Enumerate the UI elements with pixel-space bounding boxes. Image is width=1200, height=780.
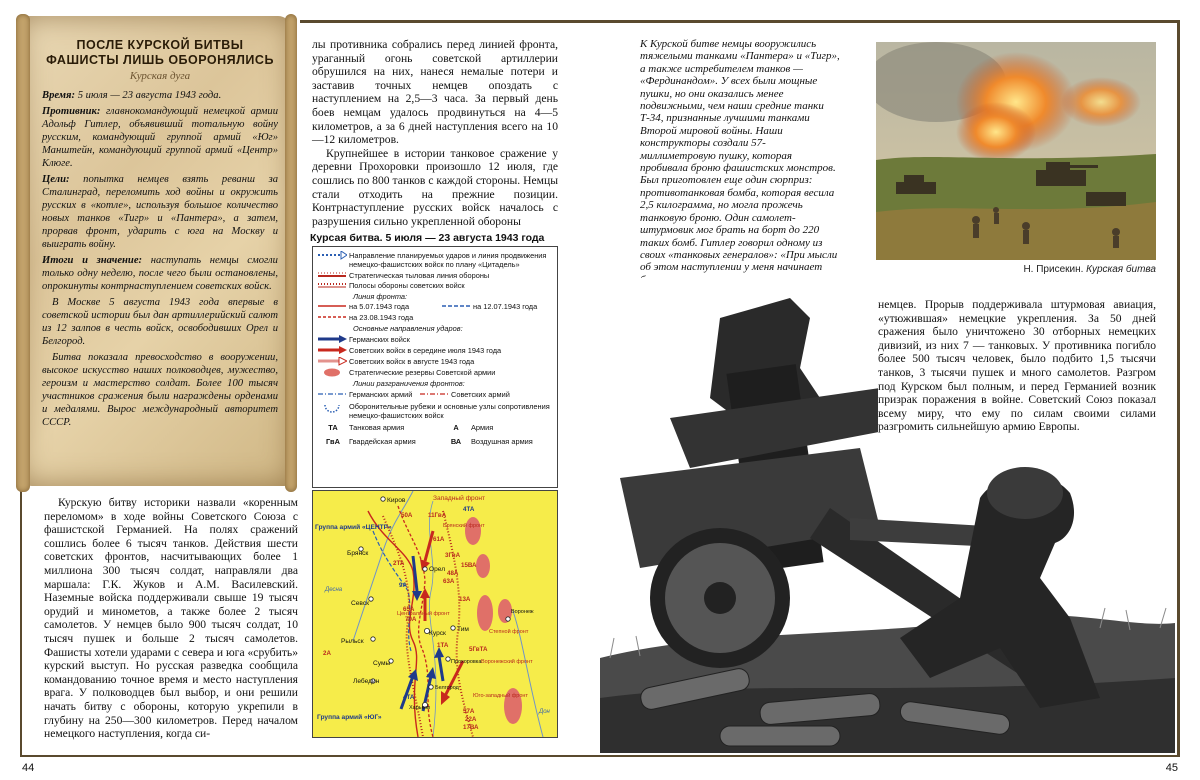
label-kirov: Киров [387, 497, 406, 504]
legend-strategic-rear: Стратегическая тыловая линия обороны [317, 271, 553, 280]
opponent-text: главнокомандующий немецкой армии Адольф Гитлер, объявивший тотальную войну русским, командующий группой армий «Юг» Манштейн, командующий группой армий «Центр» Клюге. [42, 106, 278, 169]
legend-defensive-lines: Оборонительные рубежи и основные узлы сопротивления немецко-фашистских войск [317, 402, 553, 420]
parchment-sidebar [20, 16, 292, 486]
column2-paragraph-1: лы противника собрались перед линией фронта, ураганный огонь советской артиллерии обрушился на них, нанеся немалые потери и заставив точных немцев опоздать с наступлением на 2,5—3 часа. За первый день боев немцам удалось продвинуться на 4—5 километров, а за 6 дней наступления всего на 10—12 километров. [312, 38, 558, 147]
svg-text:13А: 13А [459, 596, 471, 603]
label-prokhorovka: Прохоровка [451, 659, 482, 665]
kursk-map [312, 490, 558, 738]
label-sumy: Сумы [373, 660, 391, 667]
painting-caption [876, 264, 1156, 275]
column4-paragraph: немцев. Прорыв поддерживала штурмовая авиация, «утюжившая» немецкие укрепления. За 50 дней сражения было уничтожено 30 отборных немецких дивизий, из них 7 — танковых. У противника погибло более 500 тысяч человек, было подбито 1,5 тысячи танков, 3 тысячи пушек и много самолетов. Разгром под Курском был полным, и перед Германией возник призрак поражения в войне. Советский Союз показал всему миру, что ему по силам своими силами разгромить сильнейшую армию Европы. [878, 298, 1156, 434]
defense-strip-icon [317, 281, 347, 290]
sidebar-subtitle: Курская дуга [129, 70, 191, 82]
sidebar-results [42, 254, 278, 293]
legend-line-0507: на 5.07.1943 года на 12.07.1943 года [317, 302, 553, 311]
goals-label: Цели: [42, 174, 70, 185]
label-belgorod: Белгород [435, 685, 459, 691]
label-bryansk-front: Брянский фронт [443, 523, 485, 529]
bottom-border-line [20, 755, 1180, 757]
planned-arrow-icon [317, 251, 347, 260]
front-1207-icon [441, 302, 471, 311]
column1-paragraph: Курскую битву историки назвали «коренным переломом» в ходе войны Советского Союза с фашистской Германией. На полях сражений сошлись более 6 тысяч танков. Действия шести советских фронтов, насчитывающих более 1 миллиона 300 тысяч солдат, направляли два маршала: Г.К. Жуков и А.М. Василевский. Наземные войска поддерживали свыше 19 тысяч орудий и минометов, а также более 2 тысяч самолетов. У немцев было 900 тысяч солдат, 10 тысяч пушек и больше 2 тысяч самолетов. Фашисты хотели ударами с севера и юга «срубить» курский выступ. Но русская разведка сообщила командованию точное время и место наступления врага. У полководцев был выбор, и они решили начать битву с обороны, которую укрепили в глубину на 250—300 километров. Перед началом немецкого наступления, когда си- [44, 496, 298, 741]
svg-text:1ТА: 1ТА [437, 642, 449, 649]
map-title: Курсая битва. 5 июля — 23 августа 1943 года [310, 232, 545, 244]
caption-title: Курская битва [1086, 264, 1156, 275]
label-kursk: Курск [429, 630, 446, 637]
time-text: 5 июля — 23 августа 1943 года. [77, 90, 222, 101]
page-number-right: 45 [1165, 762, 1178, 774]
svg-text:2ТА: 2ТА [393, 560, 405, 567]
svg-text:65А: 65А [403, 606, 415, 613]
painting-image [876, 42, 1156, 260]
legend-line-2308: на 23.08.1943 года [317, 313, 553, 322]
label-sevsk: Севск [351, 600, 370, 607]
legend-abbr-row1: ТА Танковая армия А Армия [328, 423, 494, 432]
front-0507-icon [317, 302, 347, 311]
legend-armies-lines: Германских армий Советских армий [317, 390, 553, 399]
svg-text:61А: 61А [433, 536, 445, 543]
map-graphic [313, 491, 557, 737]
svg-text:50А: 50А [401, 512, 413, 519]
legend-directions-header: Основные направления ударов: [353, 324, 463, 333]
legend-demarcation-header: Линии разграничения фронтов: [353, 379, 465, 388]
label-desna: Десна [325, 587, 343, 593]
legend-front-header: Линия фронта: [353, 292, 408, 301]
goals-text: попытка немцев взять реванш за Сталинград, переломить ход войны и окружить русских в «котле», используя большое количество новых танков «Тигр» и «Пантера», а затем, прорвав фронт, ударить с юга на Москву и выиграть войну. [42, 174, 278, 250]
column2-paragraph-2: Крупнейшее в истории танковое сражение у деревни Прохоровки произошло 12 июля, где сошлись по 800 танков с каждой стороны. Немцы стали отходить на прежние позиции. Контрнаступление русских войск началось с разрушения сильно укрепленной обороны [312, 146, 558, 228]
svg-text:17ВА: 17ВА [463, 724, 479, 731]
caption-author: Н. Присекин. [1023, 264, 1084, 275]
label-don: Дон [539, 709, 550, 715]
italic-note: К Курской битве немцы вооружились тяжелыми танками «Пантера» и «Тигр», а также истребителем танков — «Фердинандом». У всех были мощные пушки, но они оказались менее подвижными, чем наши средние танки Т-34, признанные лучшими танками Второй мировой войны. Наши конструкторы создали 57-миллиметровую пушку, которая пробивала броню фашистских монстров. Был приготовлен еще один сюрприз: противотанковая бомба, которая весила 2,5 килограмма, но могла прожечь танковую броню. Один самолет-штурмовик мог брать на борт до 220 таких бомб. Гитлер говорил одному из своих «танковых генералов»: «При мысли об этом наступлении у меня начинает [640, 38, 840, 274]
label-lebedin: Лебедин [353, 678, 380, 685]
svg-text:4ТА: 4ТА [403, 694, 415, 701]
time-label: Время: [42, 90, 76, 101]
label-tim: Тим [457, 626, 469, 633]
label-kharkov: Харьков [409, 705, 431, 711]
soviet-august-arrow-icon [317, 357, 347, 366]
reserve-area-1 [465, 517, 481, 545]
sidebar-moscow-salute: В Москве 5 августа 1943 года впервые в советской истории был дан артиллерийский салют из 12 залпов в честь войск, освободивших Орел и Белгород. [42, 297, 278, 347]
label-western-front: Западный фронт [433, 495, 486, 502]
german-arrow-icon [317, 335, 347, 344]
svg-text:48А: 48А [447, 570, 459, 577]
results-text: наступать немцы смогли только одну неделю, после чего были остановлены, опрокинуты контрнаступлением советских войск. [42, 255, 278, 292]
label-steppe-front: Степной фронт [489, 629, 529, 635]
sidebar-time [42, 89, 278, 102]
sidebar-goals [42, 173, 278, 251]
legend-defense-strips: Полосы обороны советских войск [317, 281, 553, 290]
map-legend [312, 246, 558, 488]
legend-german-troops: Германских войск [317, 335, 553, 344]
front-2308-icon [317, 313, 347, 322]
legend-soviet-mid-july: Советских войск в середине июля 1943 года [317, 346, 553, 355]
label-rylsk: Рыльск [341, 638, 364, 645]
rear-line-icon [317, 271, 347, 280]
label-central-front: Центральный фронт [397, 611, 450, 617]
sidebar-title-line2: ФАШИСТЫ ЛИШЬ ОБОРОНЯЛИСЬ [46, 53, 274, 67]
label-group-south: Группа армий «ЮГ» [317, 714, 382, 721]
page-number-left: 44 [22, 762, 35, 774]
sidebar-battle-summary: Битва показала превосходство в вооружении, высокое искусство наших полководцев, мужество, героизм и мастерство солдат. Более 100 тысяч участников сражения были награждены орденами и медалями. Вырос международный авторитет СССР. [42, 352, 278, 428]
legend-abbr-row2: ГвА Гвардейская армия ВА Воздушная армия [326, 437, 533, 446]
label-orel: Орел [429, 566, 446, 573]
opponent-label: Противник: [42, 106, 101, 117]
painting-kursk-battle [876, 42, 1156, 260]
legend-planned: Направление планируемых ударов и линия продвижения немецко-фашистских войск по плану «Цитадель» [317, 251, 553, 269]
svg-text:63А: 63А [443, 578, 455, 585]
label-southwest-front: Юго-западный фронт [473, 693, 528, 699]
main-text-column-1 [44, 496, 298, 741]
reserve-area-3 [477, 595, 493, 631]
results-label: Итоги и значение: [42, 255, 143, 266]
label-group-center: Группа армий «ЦЕНТР» [315, 524, 392, 531]
svg-text:2А: 2А [323, 650, 331, 657]
legend-soviet-august: Советских войск в августе 1943 года [317, 357, 553, 366]
german-boundary-icon [317, 390, 347, 399]
reserve-area-2 [476, 554, 490, 578]
svg-text:22А: 22А [465, 716, 477, 723]
svg-text:9А: 9А [399, 582, 407, 589]
sidebar-content [42, 38, 278, 432]
label-voronezh: Воронеж [511, 609, 534, 615]
left-border-line [20, 486, 22, 756]
svg-text:4ТА: 4ТА [463, 506, 475, 513]
main-text-column-4 [878, 298, 1156, 434]
soviet-july-arrow-icon [317, 346, 347, 355]
soviet-boundary-icon [419, 390, 449, 399]
label-bryansk: Брянск [347, 550, 369, 557]
svg-text:15ВА: 15ВА [461, 562, 477, 569]
svg-text:11ГвА: 11ГвА [428, 512, 447, 519]
svg-text:70А: 70А [405, 616, 417, 623]
sidebar-title [42, 38, 278, 68]
defensive-node-icon [317, 402, 347, 420]
label-voronezh-front: Воронежский фронт [481, 659, 533, 665]
legend-reserves: Стратегические резервы Советской армии [317, 368, 553, 377]
reserves-icon [317, 368, 347, 377]
main-text-column-2 [312, 38, 558, 228]
svg-text:3ГвА: 3ГвА [445, 552, 461, 559]
sidebar-title-line1: ПОСЛЕ КУРСКОЙ БИТВЫ [76, 38, 244, 52]
svg-text:57А: 57А [463, 708, 475, 715]
svg-text:5ГвТА: 5ГвТА [469, 646, 488, 653]
top-border-line [300, 20, 1180, 23]
right-border-line [1177, 20, 1180, 755]
sidebar-opponent [42, 105, 278, 170]
